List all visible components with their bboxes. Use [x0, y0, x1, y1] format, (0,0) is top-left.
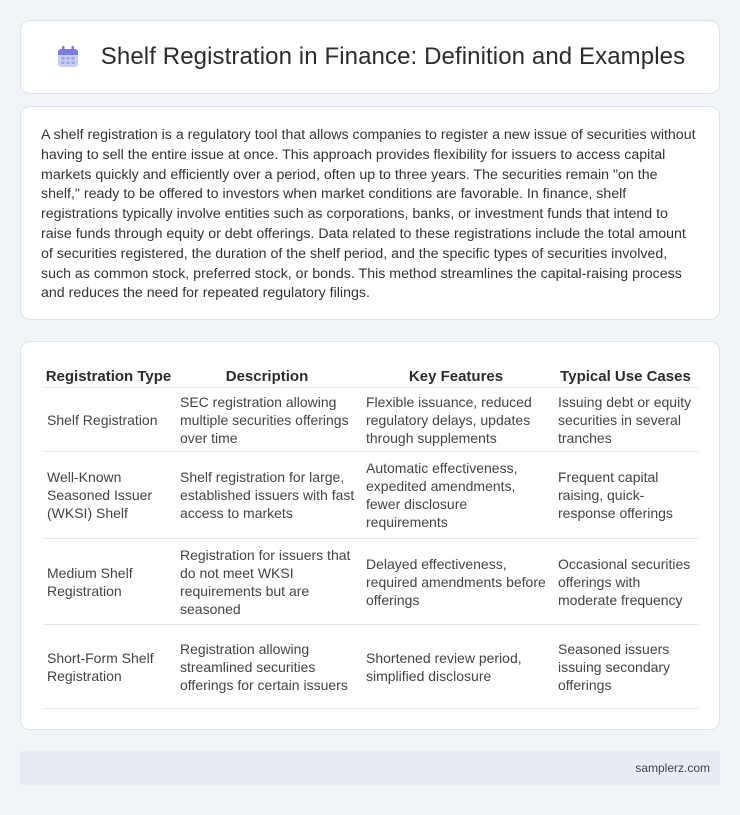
footer-site-link[interactable]: samplerz.com	[635, 761, 710, 775]
title-wrap	[55, 43, 685, 71]
table-cell: Shortened review period, simplified disclosure	[360, 625, 552, 709]
table-header-row	[43, 360, 699, 388]
column-header: Typical Use Cases	[552, 360, 699, 388]
table-row	[43, 388, 699, 452]
calendar-icon	[55, 44, 81, 70]
header-card	[20, 20, 720, 94]
table-cell: Registration allowing streamlined securities offerings for certain issuers	[174, 625, 360, 709]
table-cell: Short-Form Shelf Registration	[43, 625, 174, 709]
table-row	[43, 625, 699, 709]
table-cell: Frequent capital raising, quick-response offerings	[552, 452, 699, 539]
table-cell: Delayed effectiveness, required amendments before offerings	[360, 539, 552, 625]
table-row	[43, 452, 699, 539]
table-cell: Flexible issuance, reduced regulatory delays, updates through supplements	[360, 388, 552, 452]
registration-table	[43, 360, 699, 709]
table-cell: Medium Shelf Registration	[43, 539, 174, 625]
intro-paragraph: A shelf registration is a regulatory tool that allows companies to register a new issue of securities without having to sell the entire issue at once. This approach provides flexibility for issuers to access capital markets quickly and efficiently over a period, often up to three years. The securities remain "on the shelf," ready to be offered to investors when market conditions are favorable. In finance, shelf registrations typically involve entities such as corporations, banks, or investment funds that intend to raise funds through equity or debt offerings. Data related to these registrations include the total amount of securities registered, the duration of the shelf period, and the specific types of securities involved, such as common stock, preferred stock, or bonds. This method streamlines the capital-raising process and reduces the need for repeated regulatory filings.	[41, 127, 696, 302]
table-cell: Occasional securities offerings with moderate frequency	[552, 539, 699, 625]
column-header: Description	[174, 360, 360, 388]
table-cell: Shelf Registration	[43, 388, 174, 452]
table-cell: Issuing debt or equity securities in several tranches	[552, 388, 699, 452]
table-card	[20, 341, 720, 730]
table-cell: Shelf registration for large, established issuers with fast access to markets	[174, 452, 360, 539]
page-title: Shelf Registration in Finance: Definition and Examples	[100, 43, 686, 70]
column-header: Key Features	[360, 360, 552, 388]
column-header: Registration Type	[43, 360, 174, 388]
footer-bar	[20, 751, 720, 785]
intro-card	[20, 106, 720, 320]
table-cell: SEC registration allowing multiple securities offerings over time	[174, 388, 360, 452]
table-cell: Well-Known Seasoned Issuer (WKSI) Shelf	[43, 452, 174, 539]
table-row	[43, 539, 699, 625]
table-cell: Registration for issuers that do not meet WKSI requirements but are seasoned	[174, 539, 360, 625]
table-cell: Seasoned issuers issuing secondary offerings	[552, 625, 699, 709]
table-cell: Automatic effectiveness, expedited amendments, fewer disclosure requirements	[360, 452, 552, 539]
